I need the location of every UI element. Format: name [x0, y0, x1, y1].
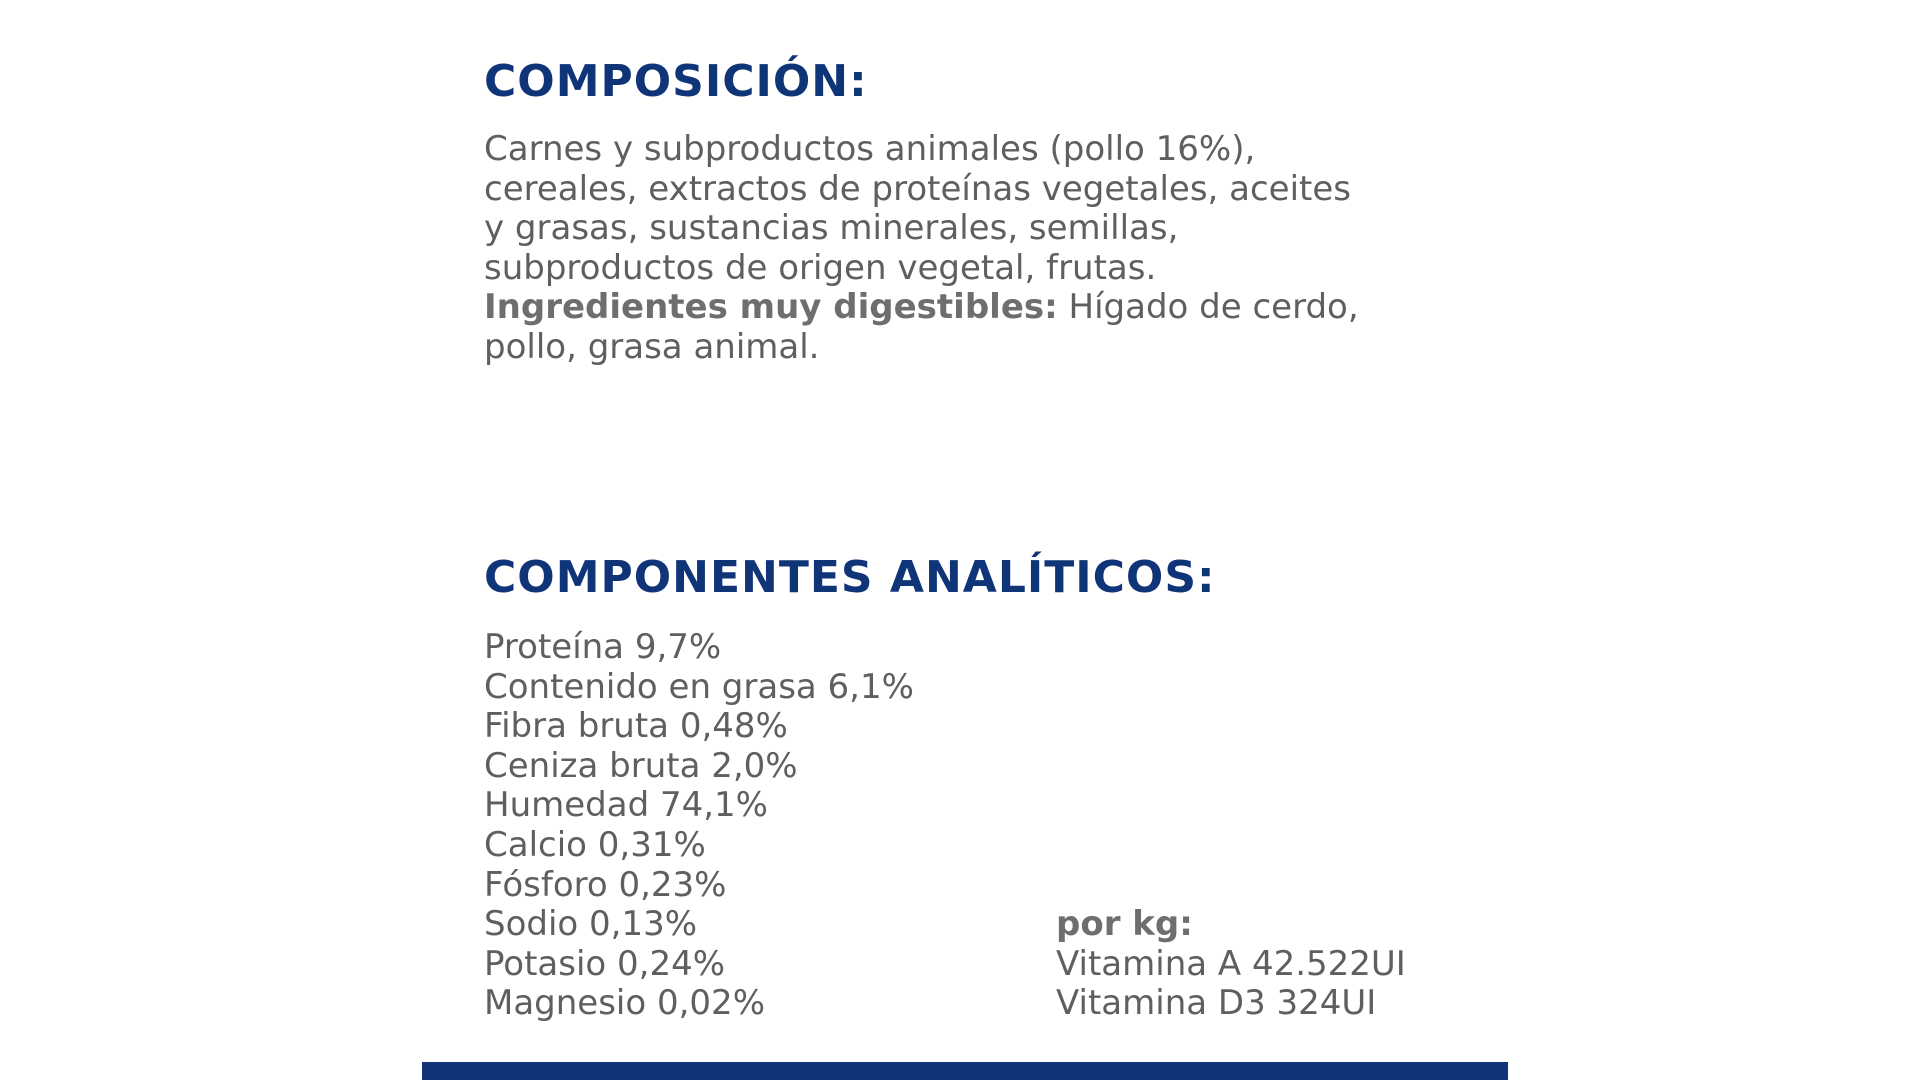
analytics-item: Contenido en grasa 6,1% — [484, 666, 914, 707]
analytics-item: Ceniza bruta 2,0% — [484, 745, 798, 786]
footer-bar — [422, 1062, 1508, 1080]
analytics-list — [484, 628, 914, 1024]
digestible-line-2: pollo, grasa animal. — [484, 326, 820, 367]
digestible-line — [484, 288, 1444, 328]
per-kg-label: por kg: — [1056, 904, 1193, 944]
vitamin-item: Vitamina D3 324UI — [1056, 983, 1377, 1024]
analytics-item: Fósforo 0,23% — [484, 864, 727, 905]
analytics-item: Sodio 0,13% — [484, 904, 698, 945]
composition-text — [484, 130, 1444, 368]
digestible-text: Hígado de cerdo, — [1057, 287, 1359, 328]
composition-line: y grasas, sustancias minerales, semillas, — [484, 208, 1179, 249]
composition-heading: COMPOSICIÓN: — [484, 56, 868, 107]
composition-line: cereales, extractos de proteínas vegetales, aceites — [484, 168, 1351, 209]
analytics-item: Humedad 74,1% — [484, 785, 768, 826]
analytics-item: Fibra bruta 0,48% — [484, 706, 788, 747]
digestible-label: Ingredientes muy digestibles: — [484, 287, 1058, 328]
composition-line: Carnes y subproductos animales (pollo 16%), — [484, 129, 1256, 169]
composition-line: subproductos de origen vegetal, frutas. — [484, 247, 1157, 288]
analytics-heading: COMPONENTES ANALÍTICOS: — [484, 552, 1216, 603]
analytics-item: Magnesio 0,02% — [484, 983, 765, 1024]
per-kg-block — [1056, 905, 1406, 1024]
analytics-item: Proteína 9,7% — [484, 627, 722, 667]
analytics-item: Potasio 0,24% — [484, 943, 726, 984]
vitamin-item: Vitamina A 42.522UI — [1056, 943, 1406, 984]
analytics-item: Calcio 0,31% — [484, 824, 706, 865]
